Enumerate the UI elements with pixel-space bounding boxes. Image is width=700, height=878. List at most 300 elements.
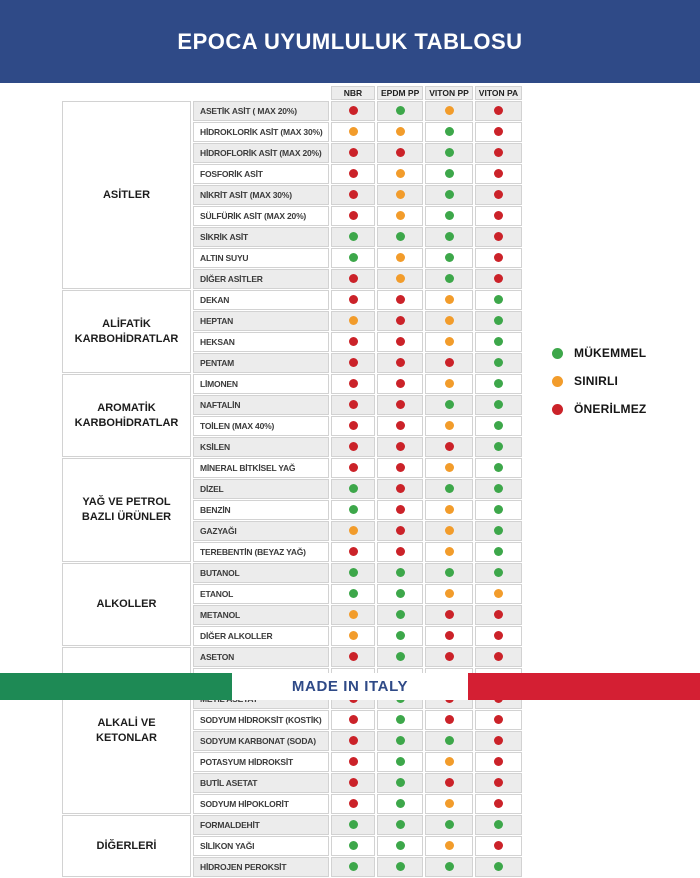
status-cell: [475, 857, 522, 877]
status-dot: [349, 652, 358, 661]
flag-green-bar: [0, 673, 232, 700]
item-cell: HİDROJEN PEROKSİT: [193, 857, 329, 877]
status-dot: [396, 841, 405, 850]
status-cell: [377, 857, 423, 877]
status-cell: [377, 710, 423, 730]
status-cell: [475, 500, 522, 520]
status-dot: [349, 148, 358, 157]
status-cell: [331, 101, 375, 121]
status-cell: [475, 752, 522, 772]
status-dot: [445, 421, 454, 430]
status-cell: [377, 500, 423, 520]
item-cell: NİKRİT ASİT (MAX 30%): [193, 185, 329, 205]
table-row: [62, 647, 522, 667]
status-cell: [377, 164, 423, 184]
status-cell: [425, 269, 473, 289]
status-cell: [377, 836, 423, 856]
status-dot: [349, 274, 358, 283]
status-dot: [445, 316, 454, 325]
status-cell: [377, 290, 423, 310]
category-cell: AROMATİK KARBOHİDRATLAR: [62, 374, 191, 457]
status-dot: [396, 757, 405, 766]
status-dot: [396, 211, 405, 220]
status-cell: [425, 605, 473, 625]
page-title: EPOCA UYUMLULUK TABLOSU: [177, 28, 523, 54]
status-cell: [331, 164, 375, 184]
item-cell: HEKSAN: [193, 332, 329, 352]
status-cell: [475, 164, 522, 184]
item-cell: TOİLEN (MAX 40%): [193, 416, 329, 436]
compatibility-table: [60, 85, 524, 878]
status-dot: [349, 421, 358, 430]
status-cell: [425, 521, 473, 541]
item-cell: ALTIN SUYU: [193, 248, 329, 268]
status-dot: [396, 316, 405, 325]
status-cell: [475, 542, 522, 562]
status-cell: [425, 647, 473, 667]
status-cell: [377, 458, 423, 478]
status-cell: [475, 248, 522, 268]
item-cell: SODYUM HİDROKSİT (KOSTİK): [193, 710, 329, 730]
status-dot: [445, 274, 454, 283]
status-dot: [445, 568, 454, 577]
status-dot: [494, 106, 503, 115]
status-dot: [349, 820, 358, 829]
status-dot: [445, 547, 454, 556]
status-dot: [349, 337, 358, 346]
status-dot: [445, 820, 454, 829]
status-cell: [377, 185, 423, 205]
table-body: [62, 101, 522, 877]
status-dot: [445, 106, 454, 115]
item-cell: MİNERAL BİTKİSEL YAĞ: [193, 458, 329, 478]
status-cell: [331, 416, 375, 436]
status-dot: [349, 253, 358, 262]
status-cell: [377, 815, 423, 835]
item-cell: HİDROFLORİK ASİT (MAX 20%): [193, 143, 329, 163]
status-cell: [475, 185, 522, 205]
status-cell: [377, 416, 423, 436]
item-cell: FOSFORİK ASİT: [193, 164, 329, 184]
item-cell: DİZEL: [193, 479, 329, 499]
status-dot: [445, 589, 454, 598]
status-dot: [494, 379, 503, 388]
category-cell: ASİTLER: [62, 101, 191, 289]
status-cell: [475, 479, 522, 499]
status-dot: [349, 232, 358, 241]
column-header-spacer: [62, 86, 191, 100]
status-dot: [494, 232, 503, 241]
status-dot: [445, 757, 454, 766]
item-cell: ETANOL: [193, 584, 329, 604]
status-dot: [494, 736, 503, 745]
status-dot: [445, 442, 454, 451]
status-cell: [425, 542, 473, 562]
status-cell: [425, 794, 473, 814]
legend: [552, 346, 646, 430]
status-cell: [425, 122, 473, 142]
status-cell: [377, 752, 423, 772]
status-cell: [425, 374, 473, 394]
status-cell: [377, 227, 423, 247]
status-cell: [331, 227, 375, 247]
status-dot: [445, 295, 454, 304]
column-header: VITON PA: [475, 86, 522, 100]
item-cell: DİĞER ASİTLER: [193, 269, 329, 289]
category-cell: YAĞ VE PETROL BAZLI ÜRÜNLER: [62, 458, 191, 562]
status-cell: [377, 563, 423, 583]
status-dot: [445, 484, 454, 493]
status-cell: [331, 626, 375, 646]
status-cell: [475, 605, 522, 625]
status-dot: [494, 337, 503, 346]
item-cell: ASETON: [193, 647, 329, 667]
status-cell: [331, 731, 375, 751]
status-cell: [377, 542, 423, 562]
status-dot: [396, 148, 405, 157]
status-cell: [425, 101, 473, 121]
status-cell: [331, 773, 375, 793]
top-banner: [0, 0, 700, 83]
table-row: [62, 290, 522, 310]
status-cell: [377, 731, 423, 751]
status-dot: [445, 841, 454, 850]
status-dot: [445, 232, 454, 241]
status-cell: [425, 836, 473, 856]
status-cell: [331, 752, 375, 772]
status-cell: [475, 122, 522, 142]
status-dot: [396, 253, 405, 262]
status-dot: [494, 190, 503, 199]
legend-item: [552, 402, 646, 416]
status-dot: [396, 358, 405, 367]
status-cell: [425, 248, 473, 268]
status-dot: [396, 547, 405, 556]
status-dot: [396, 421, 405, 430]
status-cell: [425, 710, 473, 730]
column-header-spacer: [193, 86, 329, 100]
status-dot: [396, 463, 405, 472]
status-dot: [445, 127, 454, 136]
status-dot: [349, 526, 358, 535]
status-cell: [377, 605, 423, 625]
status-cell: [475, 269, 522, 289]
status-cell: [475, 458, 522, 478]
status-cell: [377, 794, 423, 814]
status-dot: [445, 778, 454, 787]
legend-item: [552, 374, 646, 388]
status-cell: [331, 500, 375, 520]
status-dot: [494, 652, 503, 661]
item-cell: FORMALDEHİT: [193, 815, 329, 835]
status-cell: [475, 647, 522, 667]
status-cell: [377, 101, 423, 121]
status-cell: [377, 626, 423, 646]
status-dot: [445, 358, 454, 367]
status-cell: [377, 479, 423, 499]
status-dot: [494, 715, 503, 724]
table-row: [62, 374, 522, 394]
status-cell: [475, 374, 522, 394]
item-cell: BENZİN: [193, 500, 329, 520]
item-cell: SÜLFÜRİK ASİT (MAX 20%): [193, 206, 329, 226]
status-dot: [445, 463, 454, 472]
status-cell: [331, 290, 375, 310]
item-cell: HİDROKLORİK ASİT (MAX 30%): [193, 122, 329, 142]
status-cell: [425, 311, 473, 331]
status-dot: [349, 379, 358, 388]
item-cell: SİLİKON YAĞI: [193, 836, 329, 856]
status-dot: [349, 505, 358, 514]
compatibility-table-wrap: [60, 85, 524, 878]
legend-dot: [552, 404, 563, 415]
item-cell: TEREBENTİN (BEYAZ YAĞ): [193, 542, 329, 562]
category-cell: DİĞERLERİ: [62, 815, 191, 877]
status-dot: [396, 106, 405, 115]
status-dot: [445, 400, 454, 409]
legend-item: [552, 346, 646, 360]
status-cell: [475, 626, 522, 646]
status-cell: [475, 353, 522, 373]
status-cell: [425, 395, 473, 415]
status-dot: [494, 148, 503, 157]
status-dot: [396, 610, 405, 619]
footer: [0, 673, 700, 700]
status-cell: [425, 857, 473, 877]
status-dot: [494, 253, 503, 262]
status-cell: [377, 269, 423, 289]
status-cell: [331, 836, 375, 856]
status-cell: [377, 248, 423, 268]
status-cell: [331, 395, 375, 415]
status-dot: [396, 337, 405, 346]
status-cell: [425, 563, 473, 583]
legend-label: SINIRLI: [574, 374, 619, 388]
status-dot: [349, 610, 358, 619]
status-dot: [396, 862, 405, 871]
status-dot: [349, 757, 358, 766]
status-dot: [396, 442, 405, 451]
status-cell: [425, 731, 473, 751]
item-cell: PENTAM: [193, 353, 329, 373]
status-dot: [494, 316, 503, 325]
status-dot: [349, 463, 358, 472]
status-cell: [425, 185, 473, 205]
status-dot: [494, 820, 503, 829]
status-cell: [425, 206, 473, 226]
status-dot: [396, 589, 405, 598]
status-cell: [475, 710, 522, 730]
status-cell: [331, 353, 375, 373]
status-dot: [494, 295, 503, 304]
status-dot: [445, 211, 454, 220]
status-cell: [331, 605, 375, 625]
status-cell: [377, 311, 423, 331]
status-dot: [349, 799, 358, 808]
status-cell: [377, 353, 423, 373]
status-cell: [475, 416, 522, 436]
status-dot: [494, 169, 503, 178]
category-cell: ALİFATİK KARBOHİDRATLAR: [62, 290, 191, 373]
status-dot: [494, 526, 503, 535]
status-cell: [475, 836, 522, 856]
status-cell: [331, 542, 375, 562]
status-dot: [445, 505, 454, 514]
status-dot: [494, 631, 503, 640]
status-dot: [349, 841, 358, 850]
status-cell: [377, 647, 423, 667]
category-cell: ALKALİ VE KETONLAR: [62, 647, 191, 814]
status-dot: [349, 484, 358, 493]
status-dot: [445, 862, 454, 871]
item-cell: DİĞER ALKOLLER: [193, 626, 329, 646]
status-dot: [445, 190, 454, 199]
column-header: VITON PP: [425, 86, 473, 100]
status-cell: [331, 458, 375, 478]
status-dot: [396, 400, 405, 409]
status-dot: [396, 190, 405, 199]
status-cell: [331, 563, 375, 583]
status-cell: [331, 815, 375, 835]
status-cell: [331, 521, 375, 541]
status-dot: [445, 715, 454, 724]
status-cell: [475, 101, 522, 121]
table-row: [62, 458, 522, 478]
status-dot: [445, 799, 454, 808]
status-dot: [349, 106, 358, 115]
status-cell: [425, 752, 473, 772]
status-cell: [475, 731, 522, 751]
status-cell: [331, 332, 375, 352]
status-cell: [377, 773, 423, 793]
column-header: NBR: [331, 86, 375, 100]
legend-label: ÖNERİLMEZ: [574, 402, 647, 416]
status-dot: [494, 778, 503, 787]
status-cell: [331, 206, 375, 226]
status-dot: [494, 211, 503, 220]
status-dot: [349, 295, 358, 304]
item-cell: SİKRİK ASİT: [193, 227, 329, 247]
status-dot: [349, 736, 358, 745]
status-dot: [494, 274, 503, 283]
table-row: [62, 815, 522, 835]
status-dot: [396, 295, 405, 304]
item-cell: NAFTALİN: [193, 395, 329, 415]
status-cell: [475, 143, 522, 163]
status-cell: [377, 206, 423, 226]
status-dot: [445, 148, 454, 157]
status-dot: [349, 358, 358, 367]
status-cell: [331, 794, 375, 814]
status-cell: [331, 374, 375, 394]
status-dot: [349, 211, 358, 220]
status-dot: [396, 820, 405, 829]
status-dot: [494, 547, 503, 556]
status-dot: [396, 736, 405, 745]
status-cell: [331, 857, 375, 877]
status-dot: [494, 484, 503, 493]
status-dot: [396, 715, 405, 724]
item-cell: LİMONEN: [193, 374, 329, 394]
status-cell: [475, 794, 522, 814]
status-dot: [349, 169, 358, 178]
status-cell: [475, 227, 522, 247]
item-cell: SODYUM KARBONAT (SODA): [193, 731, 329, 751]
status-dot: [396, 274, 405, 283]
status-dot: [396, 526, 405, 535]
item-cell: DEKAN: [193, 290, 329, 310]
status-cell: [377, 374, 423, 394]
status-dot: [494, 589, 503, 598]
status-cell: [331, 647, 375, 667]
footer-text-area: [232, 673, 468, 700]
status-cell: [425, 227, 473, 247]
status-cell: [475, 563, 522, 583]
item-cell: ASETİK ASİT ( MAX 20%): [193, 101, 329, 121]
status-cell: [475, 773, 522, 793]
status-dot: [494, 358, 503, 367]
status-cell: [475, 395, 522, 415]
status-cell: [377, 395, 423, 415]
status-dot: [445, 736, 454, 745]
item-cell: BUTANOL: [193, 563, 329, 583]
status-cell: [377, 122, 423, 142]
status-dot: [349, 442, 358, 451]
status-cell: [425, 479, 473, 499]
status-cell: [425, 332, 473, 352]
status-cell: [331, 437, 375, 457]
status-cell: [425, 584, 473, 604]
status-cell: [425, 458, 473, 478]
status-dot: [396, 631, 405, 640]
status-dot: [494, 568, 503, 577]
status-dot: [445, 610, 454, 619]
status-cell: [425, 290, 473, 310]
status-cell: [331, 143, 375, 163]
item-cell: SODYUM HİPOKLORİT: [193, 794, 329, 814]
status-dot: [494, 757, 503, 766]
status-cell: [475, 290, 522, 310]
status-dot: [494, 610, 503, 619]
status-cell: [475, 815, 522, 835]
status-cell: [425, 500, 473, 520]
status-cell: [475, 206, 522, 226]
status-cell: [475, 437, 522, 457]
status-cell: [331, 269, 375, 289]
status-cell: [331, 584, 375, 604]
table-row: [62, 563, 522, 583]
status-dot: [494, 127, 503, 136]
status-dot: [396, 127, 405, 136]
status-dot: [445, 526, 454, 535]
item-cell: BUTİL ASETAT: [193, 773, 329, 793]
item-cell: KSİLEN: [193, 437, 329, 457]
legend-dot: [552, 376, 563, 387]
legend-label: MÜKEMMEL: [574, 346, 647, 360]
status-dot: [445, 253, 454, 262]
status-cell: [331, 248, 375, 268]
status-cell: [425, 815, 473, 835]
status-dot: [396, 778, 405, 787]
status-cell: [425, 353, 473, 373]
status-dot: [349, 547, 358, 556]
item-cell: METANOL: [193, 605, 329, 625]
status-dot: [494, 442, 503, 451]
status-dot: [396, 568, 405, 577]
status-dot: [494, 862, 503, 871]
status-dot: [349, 862, 358, 871]
footer-text: MADE IN ITALY: [291, 678, 409, 695]
